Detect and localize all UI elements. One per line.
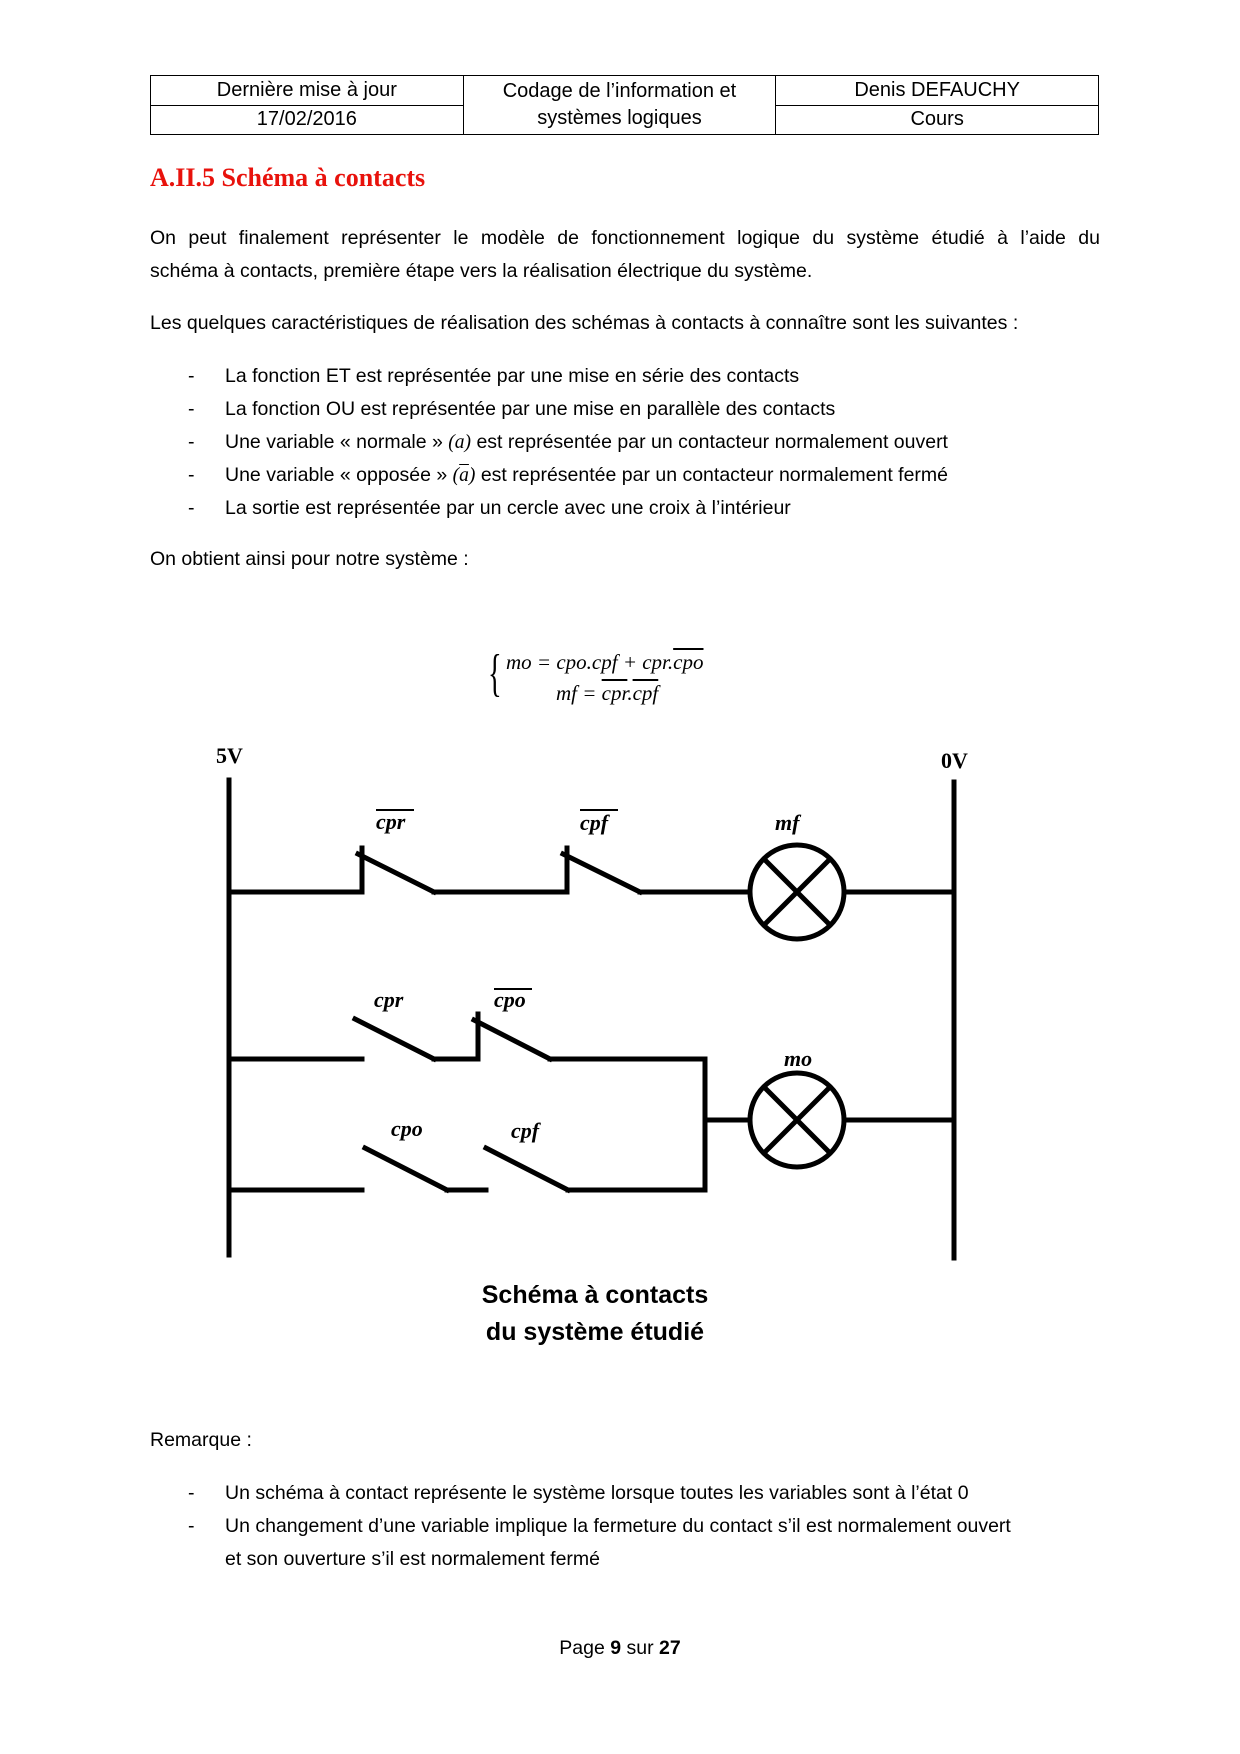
result-intro: On obtient ainsi pour notre système : [150, 548, 469, 570]
last-update-label: Dernière mise à jour [151, 76, 464, 106]
contact-nc-cpo [474, 1014, 550, 1059]
contact-no-cpf [486, 1148, 568, 1190]
supply-5v-label: 5V [216, 743, 243, 768]
contact-nc-cpf [563, 848, 640, 892]
rung-mo [229, 1014, 954, 1190]
list-item: - Une variable « normale » (a) est représentée par un contacteur normalement ouvert [188, 431, 948, 453]
list-item: - Un schéma à contact représente le système lorsque toutes les variables sont à l’état 0 [188, 1482, 969, 1504]
remark-title: Remarque : [150, 1429, 252, 1451]
label-cpr-bar: cpr [376, 809, 406, 834]
title-line1: Codage de l’information et [502, 80, 737, 102]
page-footer: Page 9 sur 27 [559, 1637, 681, 1659]
equation-mo: mo = $cpo.cpf + cpr.\overline{cpo}$ [506, 650, 704, 674]
author: Denis DEFAUCHY [776, 76, 1099, 106]
label-mf: mf [775, 810, 800, 835]
update-date: 17/02/2016 [151, 105, 464, 135]
label-mo: mo [784, 1046, 813, 1071]
lamp-mo-icon [750, 1073, 844, 1167]
remark-list [150, 1477, 1011, 1576]
characteristics-intro: Les quelques caractéristiques de réalisation des schémas à contacts à connaître sont les suivantes : [150, 312, 1019, 334]
caption-line1: Schéma à contacts [481, 1281, 709, 1309]
label-cpf-bar: cpf [580, 810, 609, 835]
supply-0v-label: 0V [941, 748, 968, 773]
intro-line2: schéma à contacts, première étape vers la réalisation électrique du système. [150, 260, 813, 282]
contact-no-cpo [365, 1148, 447, 1190]
doc-type: Cours [776, 105, 1099, 135]
section-heading: A.II.5 Schéma à contacts [150, 163, 426, 192]
equation-mf: mf = $\overline{cpr}.\overline{cpf}$ [556, 681, 659, 705]
rung-mf [229, 845, 954, 939]
label-cpr: cpr [374, 987, 404, 1012]
list-item: - La sortie est représentée par un cercle avec une croix à l’intérieur [188, 497, 791, 519]
lamp-mf-icon [750, 845, 844, 939]
list-item: - Un changement d’une variable implique la fermeture du contact s’il est normalement ouvert et son ouverture s’il est normalement fermé [188, 1515, 1011, 1570]
intro-line1: On peut finalement représenter le modèle de fonctionnement logique du système étudié à l’aide du [150, 227, 1100, 249]
diagram-caption [0, 1277, 1190, 1351]
contact-no-cpr [355, 1019, 434, 1059]
label-cpo: cpo [391, 1116, 423, 1141]
title-line2: systèmes logiques [537, 107, 702, 129]
label-cpo-bar: cpo [494, 987, 526, 1012]
caption-line2: du système étudié [485, 1318, 705, 1346]
brace-icon: { [488, 645, 502, 702]
list-item: - La fonction ET est représentée par une mise en série des contacts [188, 365, 800, 387]
list-item: - La fonction OU est représentée par une mise en parallèle des contacts [188, 398, 836, 420]
label-cpf: cpf [511, 1118, 540, 1143]
list-item: - Une variable « opposée » $(\overline{a})$ est représentée par un contacteur normalement fermé [188, 464, 949, 486]
contact-nc-cpr [358, 848, 434, 892]
